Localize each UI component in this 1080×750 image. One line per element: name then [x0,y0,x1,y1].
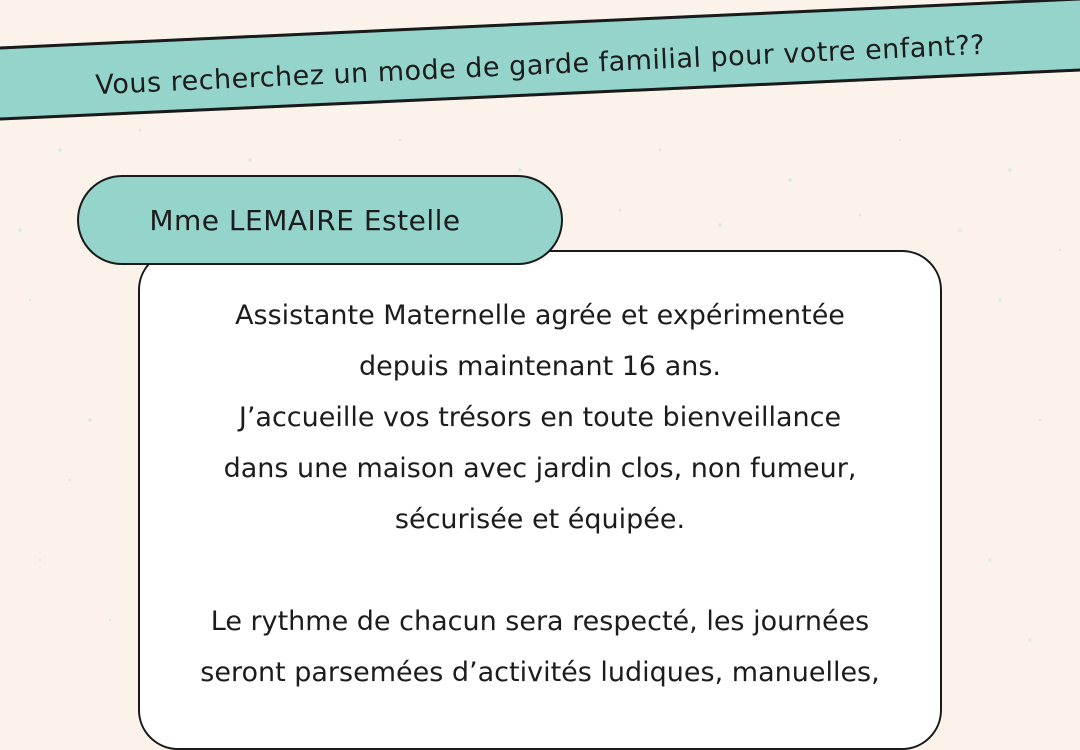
description-line: Le rythme de chacun sera respecté, les journées [210,606,870,637]
name-text: Mme LEMAIRE Estelle [149,203,461,237]
paragraph-gap [140,545,940,596]
description-line: seront parsemées d’activités ludiques, manuelles, [200,657,880,688]
description-card [138,250,942,750]
description-line: J’accueille vos trésors en toute bienveillance [238,402,842,433]
description-line: dans une maison avec jardin clos, non fumeur, [223,453,857,484]
description-line: sécurisée et équipée. [394,504,686,535]
description-line: Assistante Maternelle agrée et expérimentée [235,300,845,331]
headline-text: Vous recherchez un mode de garde familial pour votre enfant?? [94,29,986,101]
name-tag [77,175,563,265]
description-line: depuis maintenant 16 ans. [359,351,721,382]
description-text [140,290,940,698]
